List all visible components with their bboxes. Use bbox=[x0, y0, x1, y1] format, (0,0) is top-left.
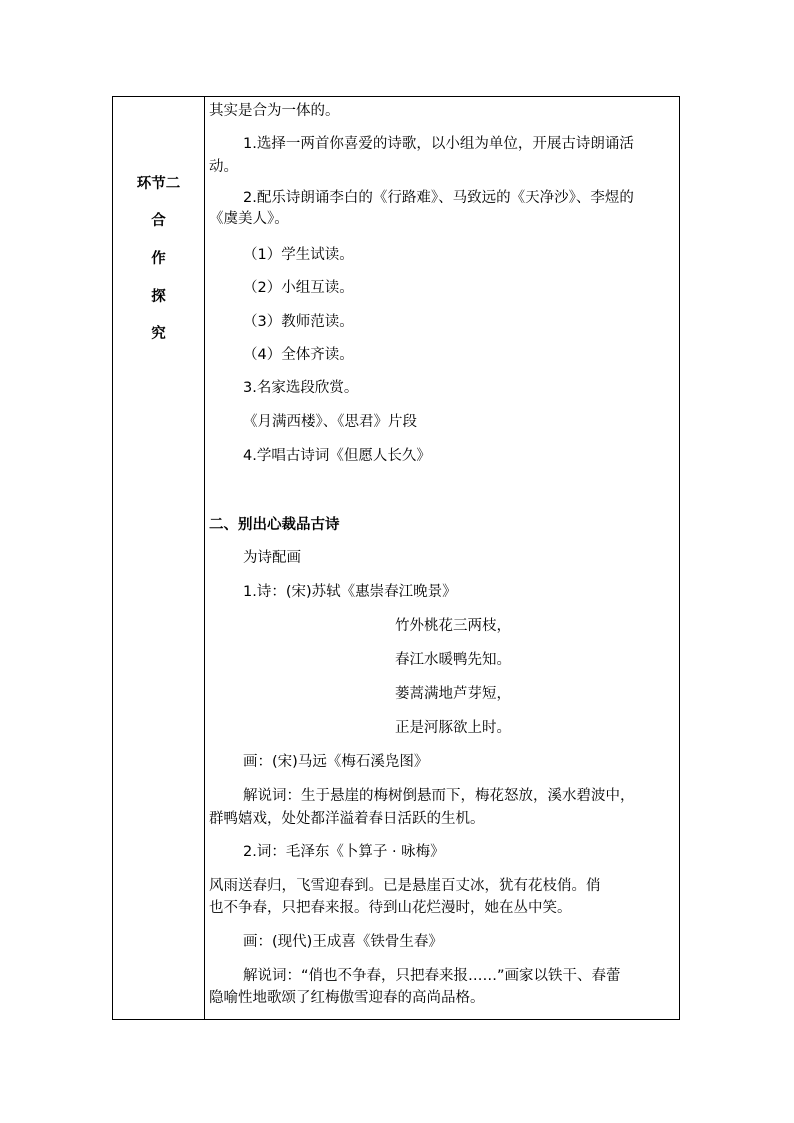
text-line: 动。 bbox=[209, 159, 238, 175]
text-line: 为诗配画 bbox=[243, 550, 301, 566]
stage-char-1: 合 bbox=[151, 213, 166, 229]
text-line: 隐喻性地歌颂了红梅傲雪迎春的高尚品格。 bbox=[209, 990, 485, 1006]
lesson-table bbox=[112, 96, 680, 1020]
poem-line: 蒌蒿满地芦芽短， bbox=[395, 686, 511, 702]
stage-char-3: 探 bbox=[151, 289, 166, 305]
text-line: 解说词：“俏也不争春，只把春来报……”画家以铁干、春蕾 bbox=[243, 968, 621, 984]
text-line: 2.配乐诗朗诵李白的《行路难》、马致远的《天净沙》、李煜的 bbox=[243, 190, 634, 206]
text-line: 《月满西楼》、《思君》片段 bbox=[243, 414, 417, 430]
stage-title: 环节二 bbox=[136, 176, 181, 192]
text-line: 也不争春，只把春来报。待到山花烂漫时，她在丛中笑。 bbox=[209, 900, 572, 916]
content-column bbox=[205, 97, 679, 1019]
poem-line: 春江水暖鸭先知。 bbox=[395, 652, 511, 668]
text-line: 3.名家选段欣赏。 bbox=[243, 380, 359, 396]
poem-line: 正是河豚欲上时。 bbox=[395, 720, 511, 736]
text-line: 1.选择一两首你喜爱的诗歌，以小组为单位，开展古诗朗诵活 bbox=[243, 136, 634, 152]
stage-char-2: 作 bbox=[151, 251, 166, 267]
text-line: 4.学唱古诗词《但愿人长久》 bbox=[243, 448, 431, 464]
text-line: 画：(现代)王成喜《铁骨生春》 bbox=[243, 934, 443, 950]
text-line: 《虞美人》。 bbox=[209, 211, 289, 227]
text-line: （3）教师范读。 bbox=[243, 314, 354, 330]
text-line: 群鸭嬉戏，处处都洋溢着春日活跃的生机。 bbox=[209, 811, 485, 827]
text-line: 画：(宋)马远《梅石溪凫图》 bbox=[243, 754, 429, 770]
text-line: 1.诗：(宋)苏轼《惠崇春江晚景》 bbox=[243, 584, 457, 600]
stage-char-4: 究 bbox=[151, 326, 166, 342]
poem-line: 竹外桃花三两枝， bbox=[395, 618, 511, 634]
section-heading: 二、别出心裁品古诗 bbox=[209, 517, 340, 533]
text-line: （2）小组互读。 bbox=[243, 280, 354, 296]
stage-column bbox=[113, 97, 204, 1019]
text-line: （1）学生试读。 bbox=[243, 247, 354, 263]
text-line: （4）全体齐读。 bbox=[243, 347, 354, 363]
text-line: 风雨送春归，飞雪迎春到。已是悬崖百丈冰，犹有花枝俏。俏 bbox=[209, 878, 601, 894]
text-line: 2.词：毛泽东《卜算子 · 咏梅》 bbox=[243, 844, 445, 860]
text-line: 其实是合为一体的。 bbox=[209, 103, 340, 119]
text-line: 解说词：生于悬崖的梅树倒悬而下，梅花怒放，溪水碧波中， bbox=[243, 788, 635, 804]
